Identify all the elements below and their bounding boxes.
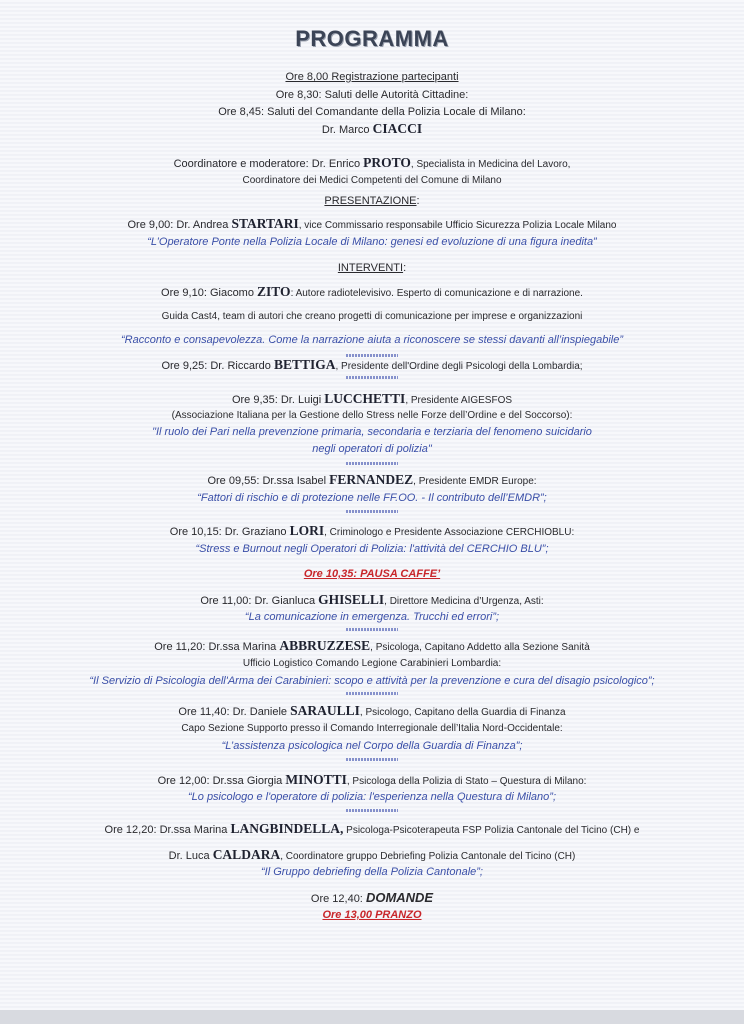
line-lunch	[0, 908, 744, 922]
text-segment: Ore 8,45: Saluti del Comandante della Polizia Locale di Milano:	[218, 106, 526, 118]
line-talk-lori-title	[0, 542, 744, 556]
text-segment: , Presidente EMDR Europe:	[413, 476, 537, 487]
speaker-surname: CALDARA	[212, 847, 281, 862]
line-talk-caldara-title	[0, 865, 744, 879]
line-talk-ghiselli	[0, 593, 744, 609]
line-moderator-role	[0, 173, 744, 188]
text-segment: Ore 12,40:	[310, 893, 366, 905]
ornament-divider	[346, 758, 398, 761]
line-talk-bettiga	[0, 358, 744, 374]
text-segment: Ore 12,20: Dr.ssa Marina	[104, 824, 231, 836]
text-segment: Ore 13,00 PRANZO	[322, 909, 422, 921]
talk-title: "Il ruolo dei Pari nella prevenzione primaria, secondaria e terziaria del fenomeno suicidario	[152, 426, 592, 438]
text-segment: , Presidente AIGESFOS	[405, 395, 513, 406]
speaker-surname: ZITO	[257, 284, 291, 299]
line-talk-langbindella	[0, 822, 744, 838]
line-commander-name	[0, 122, 744, 137]
speaker-surname: LUCCHETTI	[324, 391, 406, 406]
text-segment: , Psicologo, Capitano della Guardia di Finanza	[359, 707, 566, 718]
line-talk-abbruzzese-title	[0, 674, 744, 688]
line-registration	[0, 70, 744, 84]
line-section-interventi	[0, 261, 744, 275]
line-talk-saraulli-role	[0, 721, 744, 736]
line-talk-startari-title	[0, 235, 744, 249]
ornament-divider	[346, 462, 398, 465]
text-segment: , Presidente dell'Ordine degli Psicologi della Lombardia;	[335, 361, 583, 372]
text-segment: Ore 11,40: Dr. Daniele	[178, 706, 291, 718]
text-segment: Guida Cast4, team di autori che creano progetti di comunicazione per imprese e organizzazioni	[161, 311, 583, 322]
ornament-divider	[346, 628, 398, 631]
line-talk-fernandez-title	[0, 491, 744, 505]
text-segment: Ore 12,00: Dr.ssa Giorgia	[157, 775, 286, 787]
speaker-surname: MINOTTI	[285, 772, 347, 787]
line-talk-minotti	[0, 773, 744, 789]
line-questions	[0, 891, 744, 906]
ornament-divider	[346, 376, 398, 379]
talk-title: “L’Operatore Ponte nella Polizia Locale di Milano: genesi ed evoluzione di una figura inedita”	[147, 236, 597, 248]
line-coffee-break	[0, 567, 744, 581]
text-segment: Ore 11,20: Dr.ssa Marina	[154, 641, 280, 653]
text-segment: DOMANDE	[365, 890, 434, 905]
text-segment: Ore 9,25: Dr. Riccardo	[161, 360, 274, 372]
line-talk-lucchetti-role	[0, 408, 744, 423]
line-talk-saraulli	[0, 704, 744, 720]
line-talk-abbruzzese-role	[0, 656, 744, 671]
text-segment: Ufficio Logistico Comando Legione Carabinieri Lombardia:	[242, 658, 502, 669]
ornament-divider	[346, 809, 398, 812]
talk-title: “Racconto e consapevolezza. Come la narrazione aiuta a riconoscere se stessi davanti all’inspiegabile”	[121, 334, 623, 346]
line-talk-lucchetti-title-1	[0, 425, 744, 439]
talk-title: “Stress e Burnout negli Operatori di Polizia: l'attività del CERCHIO BLU”;	[195, 543, 549, 555]
line-talk-saraulli-title	[0, 739, 744, 753]
text-segment: PRESENTAZIONE	[324, 195, 417, 207]
line-section-presentazione	[0, 194, 744, 208]
text-segment: , Psicologa, Capitano Addetto alla Sezione Sanità	[370, 642, 590, 653]
text-segment: INTERVENTI	[337, 262, 404, 274]
text-segment: , Criminologo e Presidente Associazione CERCHIOBLU:	[324, 527, 575, 538]
line-greetings-authorities	[0, 88, 744, 102]
speaker-surname: CIACCI	[372, 121, 423, 136]
talk-title: negli operatori di polizia"	[312, 443, 432, 455]
line-talk-caldara	[0, 848, 744, 864]
scan-edge	[0, 1010, 744, 1024]
text-segment: Dr. Luca	[168, 850, 213, 862]
speaker-surname: BETTIGA	[273, 357, 336, 372]
line-talk-zito-role	[0, 309, 744, 324]
text-segment: :	[416, 195, 420, 207]
ornament-divider	[346, 354, 398, 357]
text-segment: Ore 8,00 Registrazione partecipanti	[285, 71, 459, 83]
text-segment: , Direttore Medicina d’Urgenza, Asti:	[384, 596, 544, 607]
speaker-surname: FERNANDEZ	[329, 472, 414, 487]
speaker-surname: ABBRUZZESE	[279, 638, 371, 653]
ornament-divider	[346, 692, 398, 695]
text-segment: Ore 09,55: Dr.ssa Isabel	[207, 475, 330, 487]
speaker-surname: SARAULLI	[290, 703, 360, 718]
text-segment: Capo Sezione Supporto presso il Comando Interregionale dell’Italia Nord-Occidentale:	[181, 723, 563, 734]
talk-title: “Fattori di rischio e di protezione nelle FF.OO. - Il contributo dell’EMDR”;	[197, 492, 547, 504]
text-segment: Ore 10,15: Dr. Graziano	[169, 526, 290, 538]
speaker-surname: PROTO	[363, 155, 411, 170]
line-greetings-commander	[0, 105, 744, 119]
line-talk-abbruzzese	[0, 639, 744, 655]
speaker-surname: LANGBINDELLA,	[230, 821, 344, 836]
talk-title: “La comunicazione in emergenza. Trucchi ed errori”;	[244, 611, 500, 623]
speaker-surname: GHISELLI	[318, 592, 385, 607]
text-segment: Dr. Marco	[321, 124, 373, 136]
talk-title: “Il Servizio di Psicologia dell'Arma dei Carabinieri: scopo e attività per la prevenzione e cura del disagio psicologico”;	[89, 675, 655, 687]
line-talk-zito	[0, 285, 744, 301]
text-segment: : Autore radiotelevisivo. Esperto di comunicazione e di narrazione.	[290, 288, 583, 299]
talk-title: “Il Gruppo debriefing della Polizia Cantonale”;	[261, 866, 483, 878]
line-talk-lucchetti-title-2	[0, 442, 744, 456]
text-segment: (Associazione Italiana per la Gestione dello Stress nelle Forze dell’Ordine e del Soccorso):	[171, 410, 573, 421]
line-talk-minotti-title	[0, 790, 744, 804]
text-segment: , Psicologa della Polizia di Stato – Questura di Milano:	[346, 776, 587, 787]
text-segment: Ore 9,00: Dr. Andrea	[127, 219, 232, 231]
text-segment: Ore 9,10: Giacomo	[161, 287, 258, 299]
text-segment: Ore 8,30: Saluti delle Autorità Cittadine:	[275, 89, 469, 101]
text-segment: , Specialista in Medicina del Lavoro,	[410, 159, 571, 170]
text-segment: Ore 10,35: PAUSA CAFFE’	[303, 568, 441, 580]
text-segment: Ore 11,00: Dr. Gianluca	[200, 595, 319, 607]
line-talk-ghiselli-title	[0, 610, 744, 624]
line-moderator	[0, 156, 744, 172]
line-talk-lucchetti	[0, 392, 744, 408]
speaker-surname: STARTARI	[231, 216, 299, 231]
talk-title: “Lo psicologo e l'operatore di polizia: l'esperienza nella Questura di Milano”;	[187, 791, 557, 803]
text-segment: Ore 9,35: Dr. Luigi	[231, 394, 325, 406]
ornament-divider	[346, 510, 398, 513]
text-segment: Coordinatore e moderatore: Dr. Enrico	[173, 158, 364, 170]
line-talk-fernandez	[0, 473, 744, 489]
text-segment: Psicologa-Psicoterapeuta FSP Polizia Cantonale del Ticino (CH) e	[343, 825, 640, 836]
line-talk-lori	[0, 524, 744, 540]
text-segment: :	[403, 262, 407, 274]
page-title: PROGRAMMA	[295, 26, 449, 51]
text-segment: , Coordinatore gruppo Debriefing Polizia Cantonale del Ticino (CH)	[280, 851, 576, 862]
speaker-surname: LORI	[289, 523, 325, 538]
talk-title: “L’assistenza psicologica nel Corpo della Guardia di Finanza”;	[221, 740, 523, 752]
text-segment: Coordinatore dei Medici Competenti del Comune di Milano	[242, 175, 502, 186]
line-talk-zito-title	[0, 333, 744, 347]
line-talk-startari	[0, 217, 744, 233]
text-segment: , vice Commissario responsabile Ufficio Sicurezza Polizia Locale Milano	[298, 220, 617, 231]
